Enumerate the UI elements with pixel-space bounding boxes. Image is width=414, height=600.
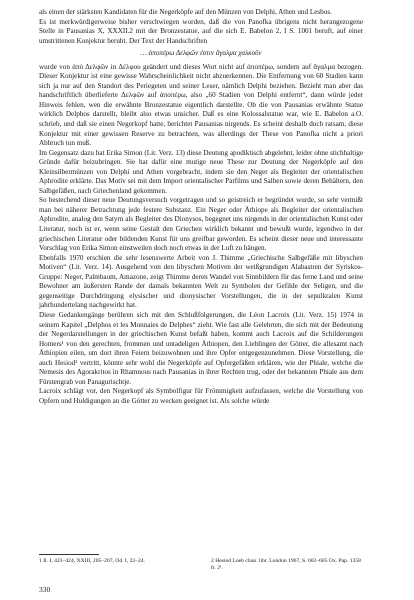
paragraph-5: So bestechend dieser neue Deutungsversuch vorgetragen und so geistreich er begründet wurde, so sehr vermißt man bei näherer Betrachtung jede festere Substanz. Ein Neger oder Äthiope als Begleiter der orientalischen Aphrodite, analog den Satyrn als Begleiter des Dionysos, begegnet uns nirgends in der orientalischen Kunst oder Literatur, noch ist er, wenn seine Gestalt den Griechen wirklich bekannt und bewußt wurde, irgendwo in der griechischen Literatur oder bildenden Kunst für uns greifbar geworden. Es scheint dieser neue und interessante Vorschlag von Erika Simon einstweilen doch noch etwas in der Luft zu hängen. bbox=[39, 196, 363, 253]
footnote-1: 1 Il. I, 423–424, XXIII, 205–207, Od. I, 22–24. bbox=[39, 558, 145, 564]
page-number: 330 bbox=[39, 585, 51, 594]
paragraph-1: als einen der stärksten Kandidaten für die Negerköpfe auf den Münzen von Delphi, Athen und Lesbos. bbox=[39, 8, 332, 16]
footnote-divider bbox=[39, 554, 99, 555]
paragraph-6: Ebenfalls 1970 erschien die sehr lesenswerte Arbeit von J. Thimme „Griechische Salbgefäße mit libyschen Motiven“ (Lit. Verz. 14). Ausgehend von den libyschen Motiven der weißgrundigen Alabastren der Syriskos-Gruppe: Neger, Palmbaum, Amazone, zeigt Thimme deren Wandel von Sinnbildern für das ferne Land und seine Bewohner am äußersten Rande der damals bekannten Welt zu Symbolen der Gefilde der Seligen, und die gegenseitige Durchdringung elysischer und dionysischer Vorstellungen, die in der sepulkralen Kunst jahrhundertelang nachgewirkt hat. bbox=[39, 253, 363, 310]
paragraph-4: Im Gegensatz dazu hat Erika Simon (Lit. Verz. 13) diese Deutung apodiktisch abgelehnt, leider ohne stichhaltige Gründe dafür beizubringen. Sie hat dafür eine mutige neue These zur Deutung der Negerköpfe auf den Kleinsilbermünzen von Delphi und Athen vorgebracht, indem sie den Neger als Begleiter der orientalischen Aphrodite erklärte. Das Motiv sei mit dem Import orientalischer Parfüms und Salben sowie deren Behältern, den Salbgefäßen, nach Griechenland gekommen. bbox=[39, 148, 363, 195]
footnote-2: 2 Hesiod Loeb class. libr. London 1967, S. 602–605 Ox. Pap. 1358 fr. 2¹. bbox=[211, 558, 361, 571]
greek-quotation: … ἀποπέρω Δελφῶν ἐστιν ἄγαλμα χαλκοῦν bbox=[140, 49, 262, 58]
paragraph-3: wurde von ἀπὸ Δελφῶν in Δέλφου geändert und dieses Wort nicht auf ἀποπέρω, sondern auf ἄγαλμα bezogen. Dieser Konjektur ist eine gewisse Wahrscheinlichkeit nicht abzuerkennen. Die Entfernung von 60 Stadien kann sich ja nur auf den Standort des Periegeten und seiner Leser, nämlich Delphi beziehen. Bezieht man aber das handschriftlich überlieferte Δελφῶν auf ἀποπέρω, also „60 Stadien von Delphi entfernt“, dann würde jeder Hinweis fehlen, wen die erwähnte Bronzestatue eigentlich darstellte. Ob die von Pausanias erwähnte Statue wirklich Delphos darstellt, bleibt also etwas unsicher. Daß es eine Kolossalstatue war, wie E. Babelon a.O. schrieb, und daß sie einen Negerkopf hatte, berichtet Pausanias nirgends. Es scheint deshalb doch ratsam, diese Konjektur mit einer gewissen Reserve zu betrachten, was allerdings der These von Panofka nicht a priori Abbruch tun muß. bbox=[39, 62, 363, 148]
paragraph-7: Diese Gedankengänge berühren sich mit den Schlußfolgerungen, die Léon Lacroix (Lit. Verz. 15) 1974 in seinem Kapitel „Delphos et les Monnaies de Delphes“ zieht. Wie fast alle Gelehrten, die sich mit der Bedeutung der Negerdarstellungen in der griechischen Kunst befaßt haben, kommt auch Lacroix auf die Schilderungen Homers¹ von den gerechten, frommen und untadeligen Äthiopen, den Lieblingen der Götter, die allesamt nach Äthiopien eilen, um dort ihren Feiern beizuwohnen und ihre Opfer entgegenzunehmen. Diese Vorstellung, die auch Hesiod² vertritt, könnte sehr wohl die Negerköpfe auf Opfergefäßen erklären, wie der Phiale, welche die Nemesis des Agorakritos in Rhamnous nach Pausanias in ihrer Rechten trug, oder der bekannten Phiale aus dem Fürstengrab von Panagurischtje. bbox=[39, 310, 363, 386]
paragraph-2: Es ist merkwürdigerweise bisher verschwiegen worden, daß die von Panofka übrigens nicht herangezogene Stelle in Pausanias X, XXXII.2 mit der Bronzestatue, auf die sich E. Babelon 2, I S. 1001 beruft, auf einer umstrittenen Konjektur beruht. Der Text der Handschriften bbox=[39, 17, 363, 45]
paragraph-8: Lacroix schlägt vor, den Negerkopf als Symbolfigur für Frömmigkeit aufzufassen, welche die Vorstellung von Opfern und Huldigungen an die Götter zu wecken geeignet ist. Als solche würde bbox=[39, 387, 363, 405]
main-text bbox=[39, 8, 363, 406]
